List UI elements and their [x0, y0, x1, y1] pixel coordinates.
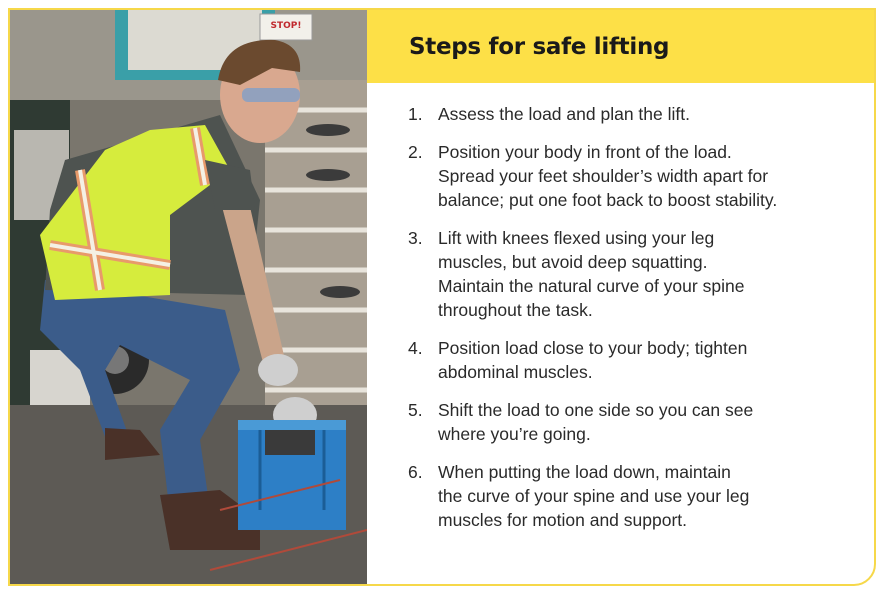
step-number: 6.	[408, 462, 423, 482]
step-number: 2.	[408, 142, 423, 162]
safe-lifting-card	[8, 8, 876, 586]
list-item	[408, 226, 848, 322]
step-number: 4.	[408, 338, 423, 358]
step-text: Shift the load to one side so you can see where you’re going.	[438, 400, 754, 444]
step-number: 5.	[408, 400, 423, 420]
list-item	[408, 460, 848, 532]
step-text: Position your body in front of the load. Spread your feet shoulder’s width apart for balance; put one foot back to boost stability.	[438, 142, 778, 210]
worker-lifting-photo	[10, 10, 367, 586]
list-item	[408, 102, 848, 126]
step-text: Lift with knees flexed using your leg muscles, but avoid deep squatting. Maintain the natural curve of your spine throughout the task.	[438, 228, 745, 320]
list-item	[408, 140, 848, 212]
step-text: Position load close to your body; tighten abdominal muscles.	[438, 338, 748, 382]
step-text: Assess the load and plan the lift.	[438, 104, 690, 124]
lifting-steps-list	[408, 102, 848, 546]
title-banner	[367, 10, 876, 83]
page-title: Steps for safe lifting	[409, 33, 670, 60]
step-number: 1.	[408, 104, 423, 124]
step-text: When putting the load down, maintain the curve of your spine and use your leg muscles for motion and support.	[438, 462, 750, 530]
step-number: 3.	[408, 228, 423, 248]
stop-sign-text: STOP!	[270, 21, 302, 31]
worker-lifting-illustration	[10, 10, 367, 586]
list-item	[408, 398, 848, 446]
list-item	[408, 336, 848, 384]
